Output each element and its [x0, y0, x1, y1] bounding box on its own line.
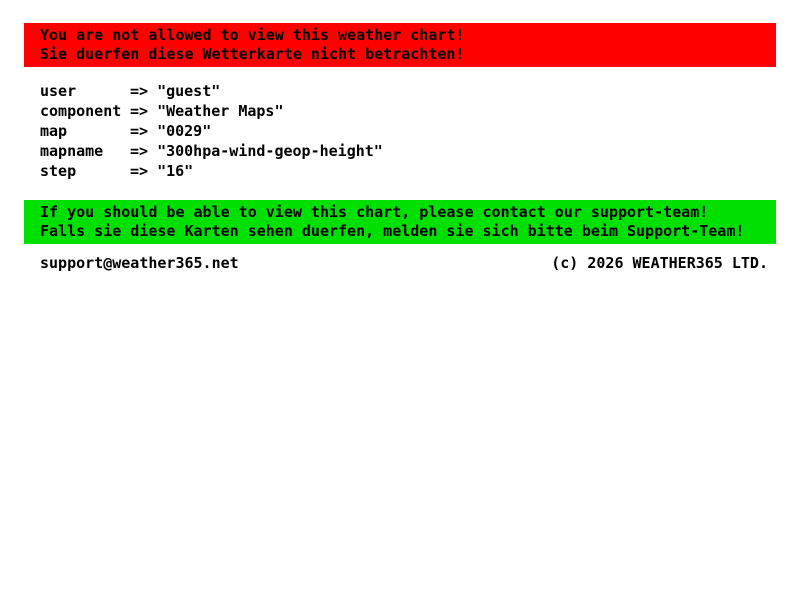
detail-row-step — [40, 161, 800, 181]
support-banner — [24, 200, 776, 244]
copyright-notice: (c) 2026 WEATHER365 LTD. — [551, 254, 768, 272]
detail-row-map — [40, 121, 800, 141]
detail-row-mapname — [40, 141, 800, 161]
detail-arrow: => — [130, 162, 149, 180]
detail-value: "16" — [157, 162, 194, 180]
detail-value: "Weather Maps" — [157, 102, 284, 120]
footer — [24, 253, 776, 273]
detail-row-component — [40, 101, 800, 121]
detail-arrow: => — [130, 102, 149, 120]
error-banner — [24, 23, 776, 67]
error-banner-line-de: Sie duerfen diese Wetterkarte nicht betrachten! — [40, 45, 465, 63]
detail-value: "300hpa-wind-geop-height" — [157, 142, 383, 160]
detail-arrow: => — [130, 142, 149, 160]
detail-key: map — [40, 122, 68, 140]
detail-arrow: => — [130, 122, 149, 140]
request-details — [40, 81, 800, 181]
error-banner-line-en: You are not allowed to view this weather chart! — [40, 26, 465, 44]
detail-key: user — [40, 82, 77, 100]
detail-key: mapname — [40, 142, 104, 160]
support-banner-line-de: Falls sie diese Karten sehen duerfen, melden sie sich bitte beim Support-Team! — [40, 222, 745, 240]
detail-value: "guest" — [157, 82, 221, 100]
support-banner-line-en: If you should be able to view this chart, please contact our support-team! — [40, 203, 709, 221]
detail-value: "0029" — [157, 122, 212, 140]
detail-row-user — [40, 81, 800, 101]
detail-key: step — [40, 162, 77, 180]
detail-arrow: => — [130, 82, 149, 100]
detail-key: component — [40, 102, 122, 120]
support-email: support@weather365.net — [40, 254, 239, 272]
